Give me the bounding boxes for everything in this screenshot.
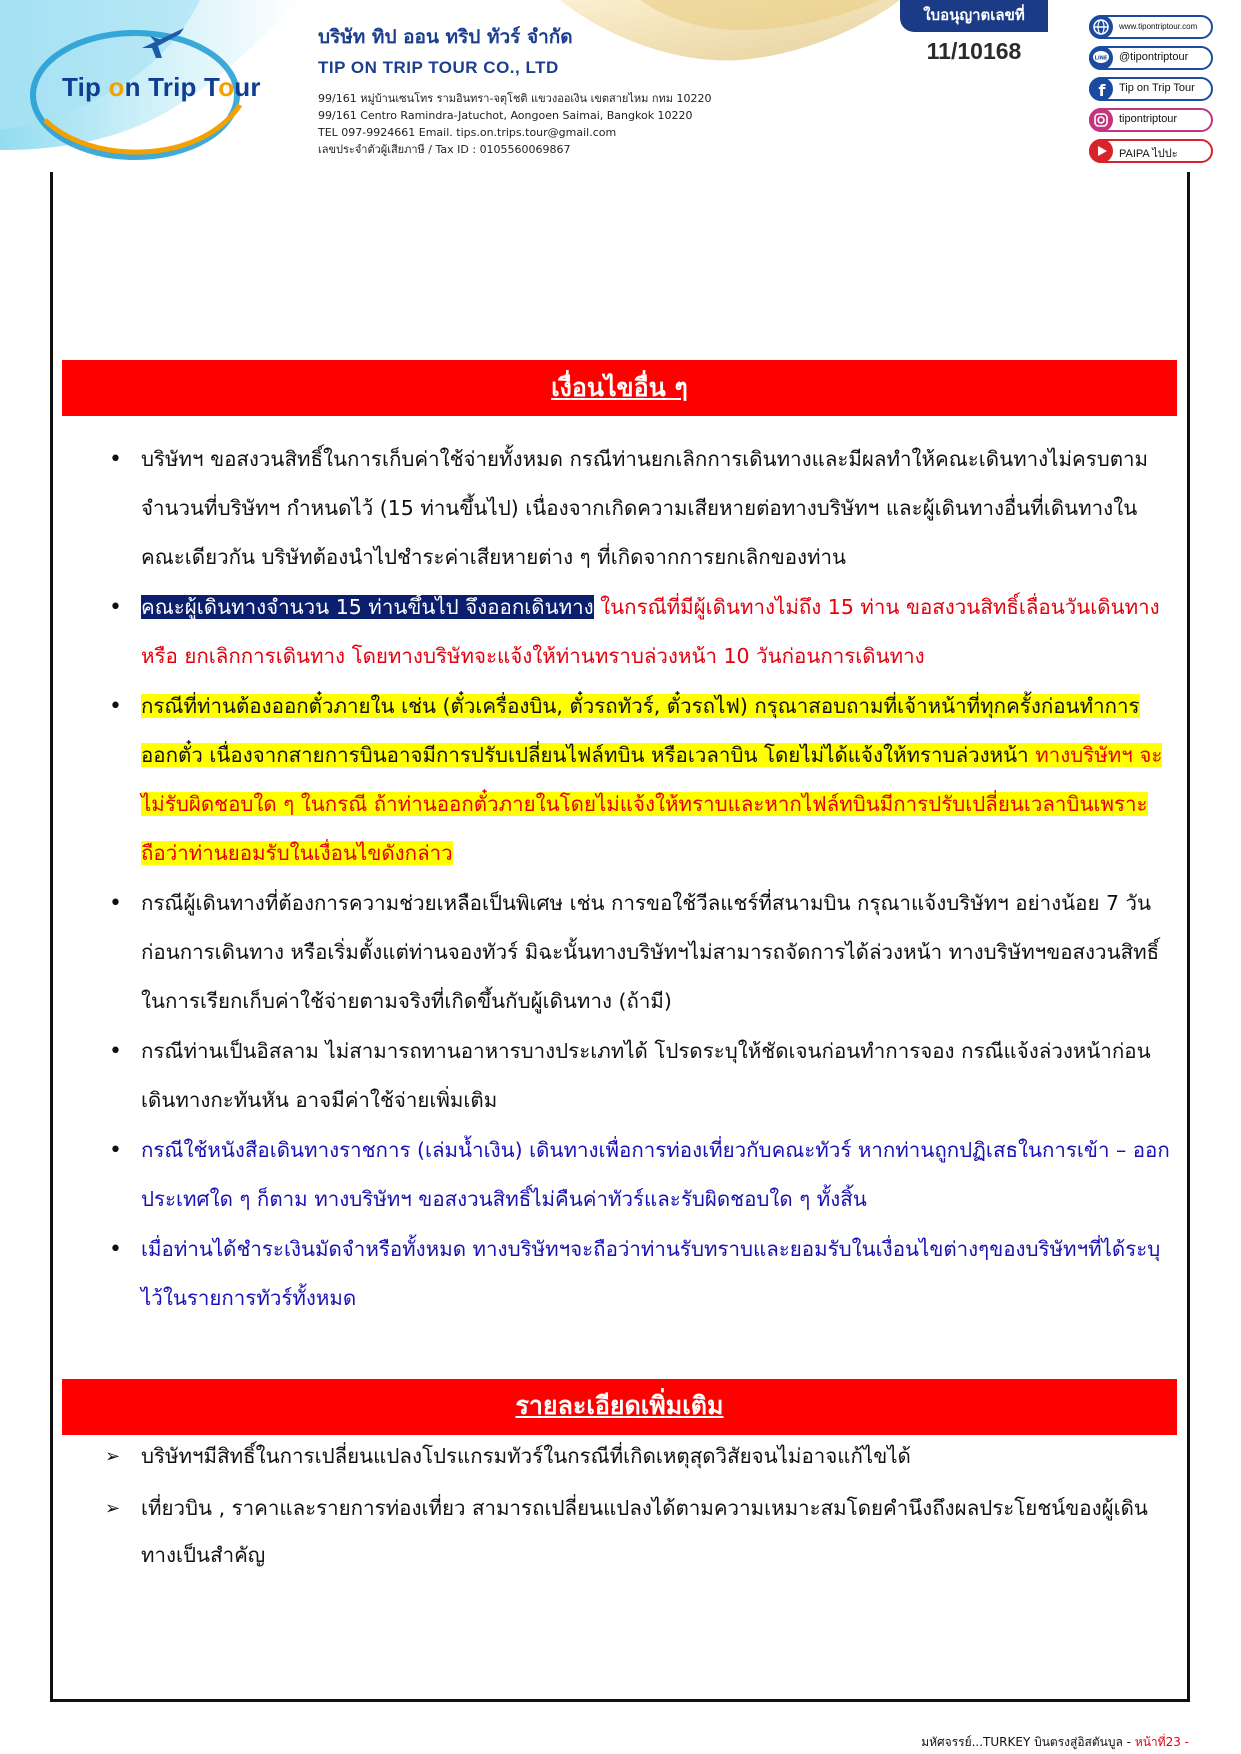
list-item: • เมื่อท่านได้ชำระเงินมัดจำหรือทั้งหมด ทางบริษัทฯจะถือว่าท่านรับทราบและยอมรับในเงื่อนไขต่างๆของบริษัทฯที่ได้ระบุไว้ในรายการทัวร์ทั้งหมด xyxy=(105,1225,1175,1323)
youtube-link[interactable]: PAIPA ไปปะ xyxy=(1089,139,1213,163)
contact-line: TEL 097-9924661 Email. tips.on.trips.tour@gmail.com xyxy=(318,126,617,139)
facebook-link[interactable]: f Tip on Trip Tour xyxy=(1089,77,1213,101)
list-item: ➢ เที่ยวบิน , ราคาและรายการท่องเที่ยว สามารถเปลี่ยนแปลงได้ตามความเหมาะสมโดยคำนึงถึงผลประโยชน์ของผู้เดินทางเป็นสำคัญ xyxy=(105,1485,1175,1579)
list-item: • กรณีผู้เดินทางที่ต้องการความช่วยเหลือเป็นพิเศษ เช่น การขอใช้วีลแชร์ที่สนามบิน กรุณาแจ้งบริษัทฯ อย่างน้อย 7 วันก่อนการเดินทาง หรือเริ่มตั้งแต่ท่านจองทัวร์ มิฉะนั้นทางบริษัทฯไม่สามารถจัดการได้ล่วงหน้า ทางบริษัทฯขอสงวนสิทธิ์ในการเรียกเก็บค่าใช้จ่ายตามจริงที่เกิดขึ้นกับผู้เดินทาง (ถ้ามี) xyxy=(105,879,1175,1026)
line-link[interactable]: LINE @tipontriptour xyxy=(1089,46,1213,70)
list-item: • คณะผู้เดินทางจำนวน 15 ท่านขึ้นไป จึงออกเดินทาง ในกรณีที่มีผู้เดินทางไม่ถึง 15 ท่าน ขอสงวนสิทธิ์เลื่อนวันเดินทาง หรือ ยกเลิกการเดินทาง โดยทางบริษัทจะแจ้งให้ท่านทราบล่วงหน้า 10 วันก่อนการเดินทาง xyxy=(105,583,1175,681)
tax-id: เลขประจำตัวผู้เสียภาษี / Tax ID : 0105560069867 xyxy=(318,143,571,156)
list-item: ➢ บริษัทฯมีสิทธิ์ในการเปลี่ยนแปลงโปรแกรมทัวร์ในกรณีที่เกิดเหตุสุดวิสัยจนไม่อาจแก้ไขได้ xyxy=(105,1433,1175,1480)
page-footer: มหัศจรรย์...TURKEY บินตรงสู่อิสตันบูล - หน้าที่23 - xyxy=(921,1735,1189,1749)
website-link[interactable]: www.tipontriptour.com xyxy=(1089,15,1213,39)
address-thai: 99/161 หมู่บ้านเซนโทร รามอินทรา-จตุโชติ แขวงออเงิน เขตสายไหม กทม 10220 xyxy=(318,92,712,105)
youtube-icon xyxy=(1088,138,1114,164)
instagram-icon xyxy=(1088,107,1114,133)
address-english: 99/161 Centro Ramindra-Jatuchot, Aongoen Saimai, Bangkok 10220 xyxy=(318,109,693,122)
instagram-link[interactable]: tipontriptour xyxy=(1089,108,1213,132)
facebook-icon xyxy=(1088,76,1114,102)
license-box xyxy=(900,0,1048,70)
license-number: 11/10168 xyxy=(926,38,1022,64)
other-conditions-list xyxy=(105,435,1175,1324)
svg-text:LINE: LINE xyxy=(1094,55,1108,62)
highlight-minimum-group: คณะผู้เดินทางจำนวน 15 ท่านขึ้นไป จึงออกเดินทาง xyxy=(141,595,594,619)
globe-icon xyxy=(1088,14,1114,40)
line-icon xyxy=(1088,45,1114,71)
airplane-icon xyxy=(140,22,186,62)
page-header xyxy=(0,0,1241,172)
section-title-more-details: รายละเอียดเพิ่มเติม xyxy=(62,1379,1177,1435)
list-item: • กรณีท่านเป็นอิสลาม ไม่สามารถทานอาหารบางประเภทได้ โปรดระบุให้ชัดเจนก่อนทำการจอง กรณีแจ้งล่วงหน้าก่อนเดินทางกะทันหัน อาจมีค่าใช้จ่ายเพิ่มเติม xyxy=(105,1027,1175,1125)
license-label: ใบอนุญาตเลขที่ xyxy=(900,0,1048,32)
section-title-other-conditions: เงื่อนไขอื่น ๆ xyxy=(62,360,1177,416)
list-item: • กรณีใช้หนังสือเดินทางราชการ (เล่มน้ำเงิน) เดินทางเพื่อการท่องเที่ยวกับคณะทัวร์ หากท่านถูกปฏิเสธในการเข้า – ออกประเทศใด ๆ ก็ตาม ทางบริษัทฯ ขอสงวนสิทธิ์ไม่คืนค่าทัวร์และรับผิดชอบใด ๆ ทั้งสิ้น xyxy=(105,1126,1175,1224)
svg-text:f: f xyxy=(1098,81,1106,100)
company-name-english: TIP ON TRIP TOUR CO., LTD xyxy=(318,58,559,77)
list-item: • กรณีที่ท่านต้องออกตั๋วภายใน เช่น (ตั๋วเครื่องบิน, ตั๋วรถทัวร์, ตั๋วรถไฟ) กรุณาสอบถามที่เจ้าหน้าที่ทุกครั้งก่อนทำการออกตั๋ว เนื่องจากสายการบินอาจมีการปรับเปลี่ยนไฟล์ทบิน หรือเวลาบิน โดยไม่ได้แจ้งให้ทราบล่วงหน้า ทางบริษัทฯ จะไม่รับผิดชอบใด ๆ ในกรณี ถ้าท่านออกตั๋วภายในโดยไม่แจ้งให้ทราบและหากไฟล์ทบินมีการปรับเปลี่ยนเวลาบินเพราะถือว่าท่านยอมรับในเงื่อนไขดังกล่าว xyxy=(105,682,1175,878)
more-details-list xyxy=(105,1433,1175,1584)
list-item: • บริษัทฯ ขอสงวนสิทธิ์ในการเก็บค่าใช้จ่ายทั้งหมด กรณีท่านยกเลิกการเดินทางและมีผลทำให้คณะเดินทางไม่ครบตามจำนวนที่บริษัทฯ กำหนดไว้ (15 ท่านขึ้นไป) เนื่องจากเกิดความเสียหายต่อทางบริษัทฯ และผู้เดินทางอื่นที่เดินทางในคณะเดียวกัน บริษัทต้องนำไปชำระค่าเสียหายต่าง ๆ ที่เกิดจากการยกเลิกของท่าน xyxy=(105,435,1175,582)
company-logo: Tip on Trip Tour xyxy=(62,72,261,102)
company-name-thai: บริษัท ทิป ออน ทริป ทัวร์ จำกัด xyxy=(318,26,573,48)
page-number: หน้าที่23 - xyxy=(1134,1735,1189,1749)
social-links xyxy=(1089,15,1213,170)
company-info xyxy=(318,22,712,158)
